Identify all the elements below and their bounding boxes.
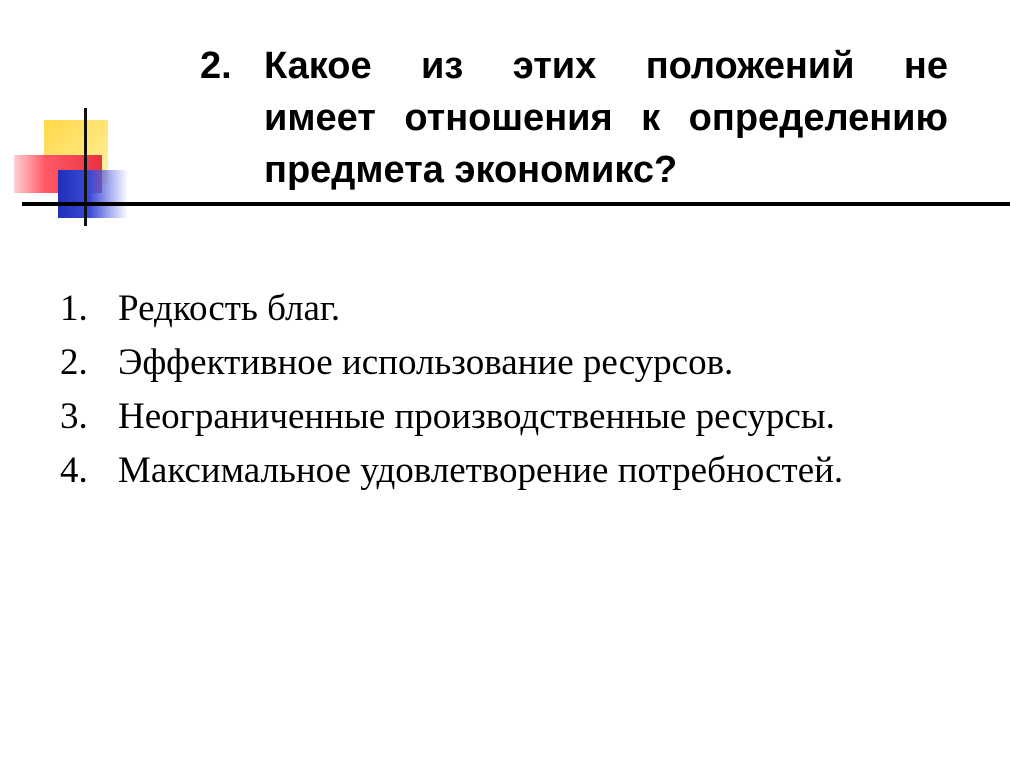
answer-number: 1.	[60, 288, 88, 329]
title-line-rest: имеет отношения к определению предмета экономикс?	[264, 97, 948, 191]
decor-blue-bar	[58, 170, 128, 218]
answer-item	[60, 444, 960, 498]
title-number: 2.	[200, 45, 232, 87]
answer-text: Эффективное использование ресурсов.	[118, 342, 734, 383]
answer-text: Редкость благ.	[118, 288, 341, 329]
answer-item	[60, 282, 960, 336]
title-text	[264, 40, 948, 196]
title-divider	[22, 202, 1010, 206]
decor-vertical-line	[84, 108, 87, 226]
answer-text: Максимальное удовлетворение потребностей.	[118, 450, 844, 491]
title-line-1: Какое из этих положений не	[264, 45, 948, 87]
answer-list	[60, 282, 960, 498]
slide-title	[200, 40, 948, 196]
answer-item	[60, 390, 960, 444]
answer-number: 3.	[60, 396, 88, 437]
answer-text: Неограниченные производственные ресурсы.	[118, 396, 835, 437]
answer-item	[60, 336, 960, 390]
answer-number: 4.	[60, 450, 88, 491]
answer-number: 2.	[60, 342, 88, 383]
